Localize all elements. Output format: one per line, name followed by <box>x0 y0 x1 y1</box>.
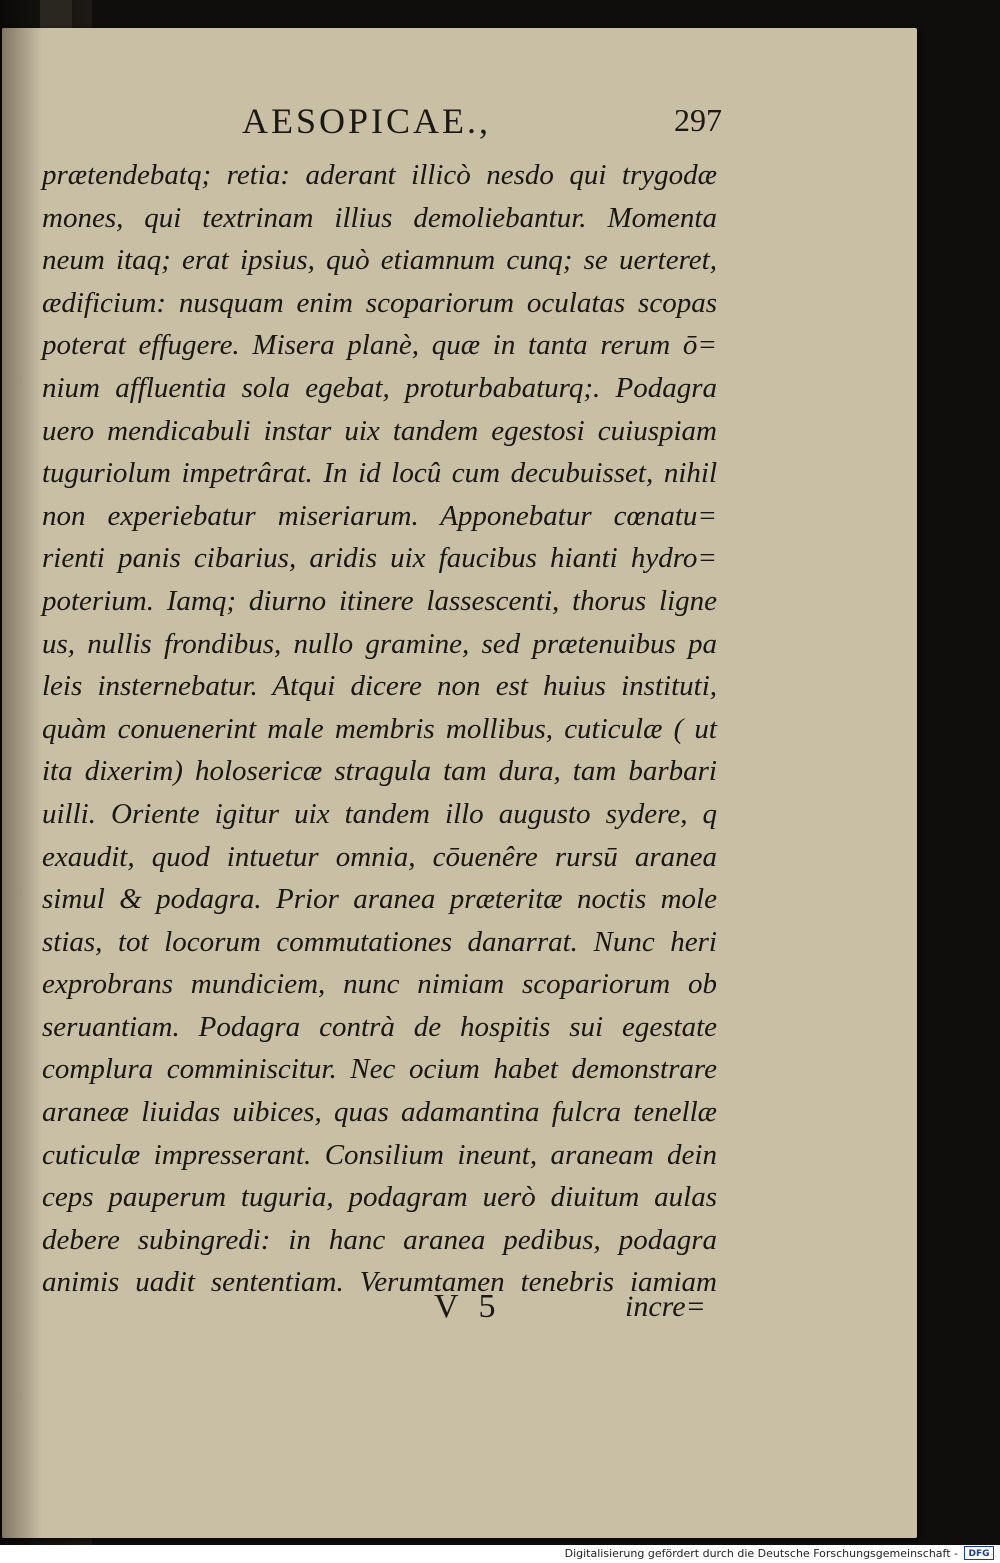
text-line: exaudit, quod intuetur omnia, cōuenêre rursū aranea <box>42 840 717 873</box>
text-line: debere subingredi: in hanc aranea pedibus, podagra <box>42 1223 717 1256</box>
text-line: tuguriolum impetrârat. In id locû cum decubuisset, nihil <box>42 457 717 490</box>
text-line: exprobrans mundiciem, nunc nimiam scopariorum ob <box>42 968 717 1001</box>
text-line: mones, qui textrinam illius demoliebantur. Momenta <box>42 201 717 234</box>
text-line: complura comminiscitur. Nec ocium habet demonstrare <box>42 1053 717 1086</box>
text-line: leis insternebatur. Atqui dicere non est huius instituti, <box>42 670 717 703</box>
text-line: rienti panis cibarius, aridis uix faucibus hianti hydro= <box>42 542 717 575</box>
text-line: poterat effugere. Misera planè, quæ in tanta rerum ō= <box>42 329 717 362</box>
text-line: ita dixerim) holosericæ stragula tam dura, tam barbari <box>42 755 717 788</box>
text-line: quàm conuenerint male membris mollibus, cuticulæ ( ut <box>42 712 717 745</box>
signature-mark: V 5 <box>434 1288 502 1325</box>
text-line: stias, tot locorum commutationes danarrat. Nunc heri <box>42 925 717 958</box>
page-number: 297 <box>674 102 722 138</box>
text-line: seruantiam. Podagra contrà de hospitis sui egestate <box>42 1010 717 1043</box>
page-content <box>42 28 722 1538</box>
text-line: simul & podagra. Prior aranea præteritæ noctis mole <box>42 883 717 916</box>
catchword: incre= <box>625 1290 706 1323</box>
text-line: animis uadit sententiam. Verumtamen tenebris iamiam <box>42 1266 717 1299</box>
running-head: AESOPICAE., <box>242 101 492 141</box>
text-line: ceps pauperum tuguria, podagram uerò diuitum aulas <box>42 1181 717 1214</box>
text-line: us, nullis frondibus, nullo gramine, sed prætenuibus pa <box>42 627 717 660</box>
text-line: araneæ liuidas uibices, quas adamantina fulcra tenellæ <box>42 1096 717 1129</box>
text-line: poterium. Iamq; diurno itinere lassescenti, thorus ligne <box>42 584 717 617</box>
text-line: uero mendicabuli instar uix tandem egestosi cuiuspiam <box>42 414 717 447</box>
text-line: cuticulæ impresserant. Consilium ineunt, araneam dein <box>42 1138 717 1171</box>
book-page <box>2 28 917 1538</box>
text-line: ædificium: nusquam enim scopariorum oculatas scopas <box>42 286 717 319</box>
footer-credit: Digitalisierung gefördert durch die Deutsche Forschungsgemeinschaft - <box>564 1547 958 1560</box>
text-line: nium affluentia sola egebat, proturbabaturq;. Podagra <box>42 371 717 404</box>
text-line: neum itaq; erat ipsius, quò etiamnum cunq; se uerteret, <box>42 244 717 277</box>
text-line: uilli. Oriente igitur uix tandem illo augusto sydere, q <box>42 797 717 830</box>
dfg-logo: DFG <box>964 1546 994 1560</box>
text-block <box>42 154 717 1304</box>
text-line: prætendebatq; retia: aderant illicò nesdo qui trygodæ <box>42 159 717 191</box>
text-line: non experiebatur miseriarum. Apponebatur cœnatu= <box>42 499 717 532</box>
